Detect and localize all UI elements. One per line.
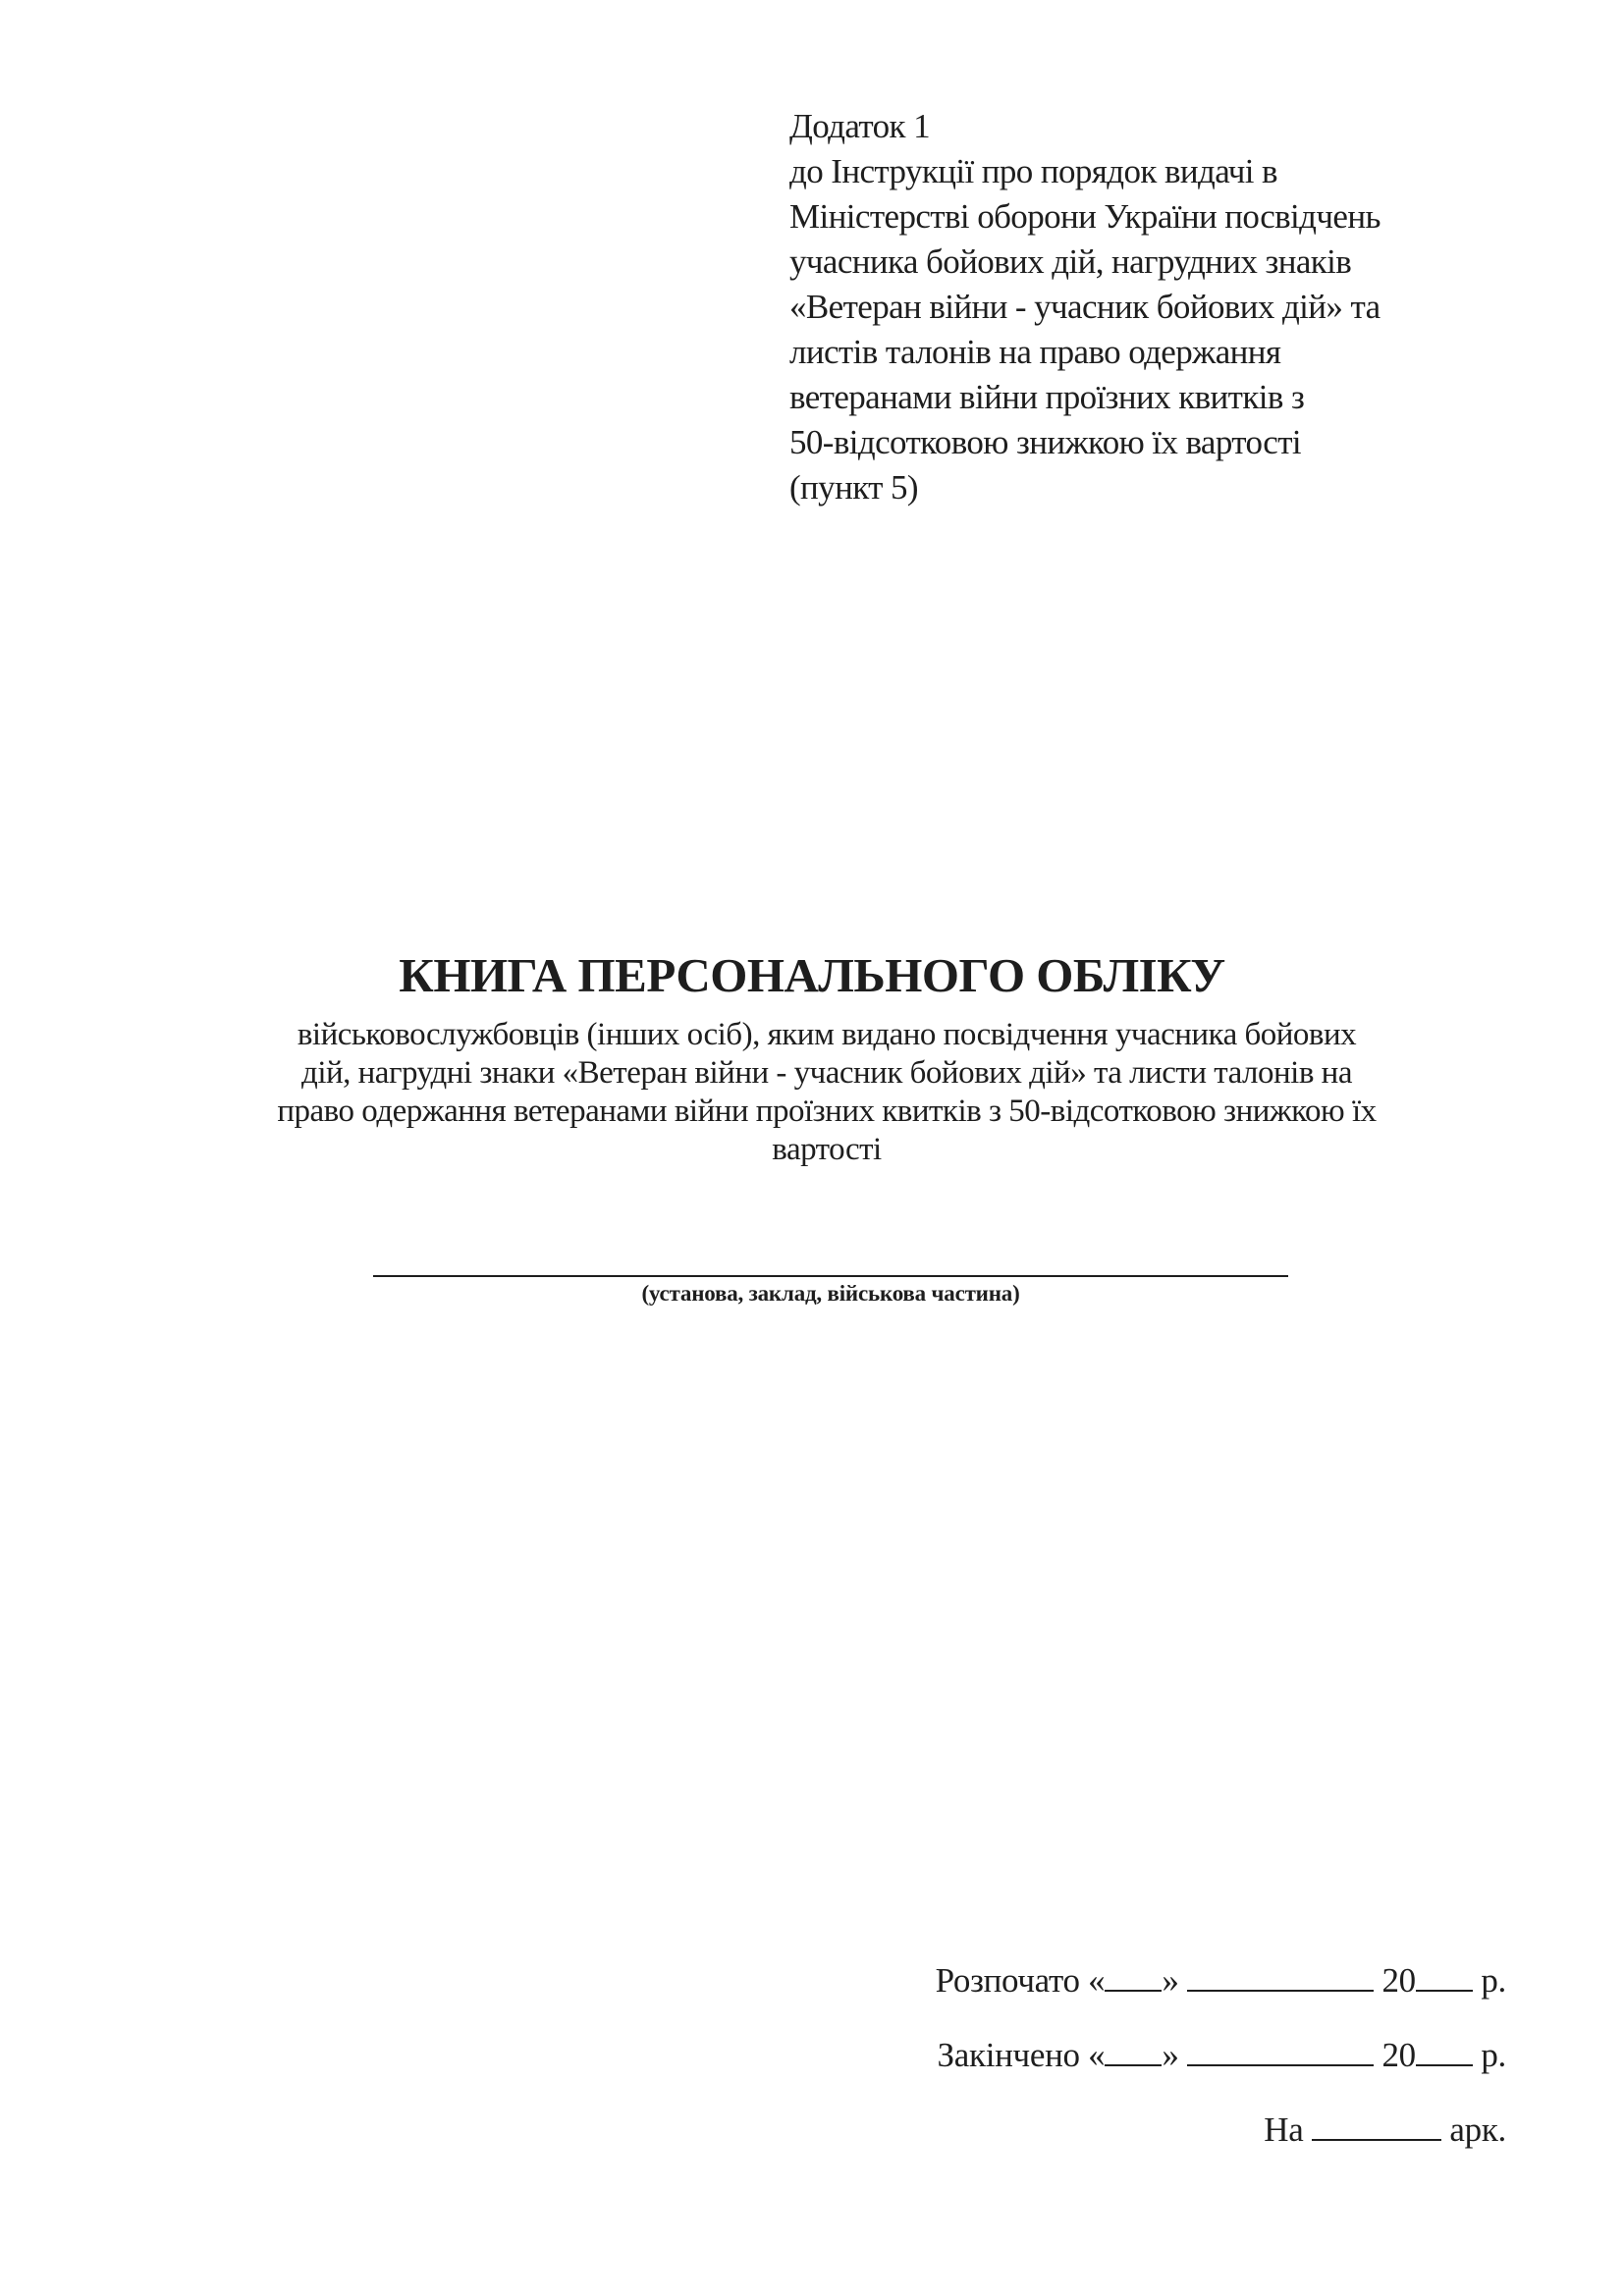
sheets-unit: арк.: [1449, 2110, 1506, 2149]
appendix-line: «Ветеран війни - учасник бойових дій» та: [789, 288, 1380, 326]
finished-label: Закінчено: [937, 2036, 1080, 2074]
subtitle-line: право одержання ветеранами війни проїзних квитків з 50-відсотковою знижкою їх: [277, 1094, 1377, 1129]
finished-year-unit: р.: [1481, 2036, 1506, 2074]
appendix-line: до Інструкції про порядок видачі в: [789, 152, 1277, 190]
started-day-field[interactable]: [1105, 1960, 1162, 1992]
appendix-line: 50-відсотковою знижкою їх вартості: [789, 423, 1302, 461]
sheets-row: [819, 2103, 1506, 2177]
institution-caption: (установа, заклад, військова частина): [641, 1281, 1020, 1306]
finished-year-prefix: 20: [1381, 2036, 1416, 2074]
date-block: [819, 1953, 1506, 2177]
close-quote: »: [1162, 1961, 1179, 2000]
started-month-field[interactable]: [1187, 1960, 1374, 1992]
document-title: КНИГА ПЕРСОНАЛЬНОГО ОБЛІКУ: [399, 948, 1225, 1002]
subtitle-line: дій, нагрудні знаки «Ветеран війни - учасник бойових дій» та листи талонів на: [301, 1055, 1352, 1091]
appendix-line: листів талонів на право одержання: [789, 333, 1281, 371]
subtitle-line: вартості: [772, 1132, 882, 1167]
appendix-line: Міністерстві оборони України посвідчень: [789, 197, 1380, 236]
started-label: Розпочато: [935, 1961, 1080, 2000]
close-quote: »: [1162, 2036, 1179, 2074]
open-quote: «: [1088, 2036, 1106, 2074]
finished-day-field[interactable]: [1105, 2035, 1162, 2066]
started-year-field[interactable]: [1416, 1960, 1473, 1992]
appendix-reference: [789, 104, 1536, 510]
appendix-line: ветеранами війни проїзних квитків з: [789, 378, 1305, 416]
appendix-line: (пункт 5): [789, 468, 918, 507]
appendix-line: Додаток 1: [789, 107, 930, 145]
finished-year-field[interactable]: [1416, 2035, 1473, 2066]
institution-field[interactable]: [373, 1275, 1288, 1277]
appendix-line: учасника бойових дій, нагрудних знаків: [789, 242, 1352, 281]
finished-month-field[interactable]: [1187, 2035, 1374, 2066]
sheets-count-field[interactable]: [1312, 2109, 1441, 2141]
finished-row: [819, 2028, 1506, 2103]
document-subtitle: [0, 1016, 1624, 1169]
subtitle-line: військовослужбовців (інших осіб), яким видано посвідчення учасника бойових: [297, 1017, 1357, 1052]
started-year-unit: р.: [1481, 1961, 1506, 2000]
started-year-prefix: 20: [1381, 1961, 1416, 2000]
started-row: [819, 1953, 1506, 2028]
sheets-prefix: На: [1264, 2110, 1304, 2149]
open-quote: «: [1088, 1961, 1106, 2000]
